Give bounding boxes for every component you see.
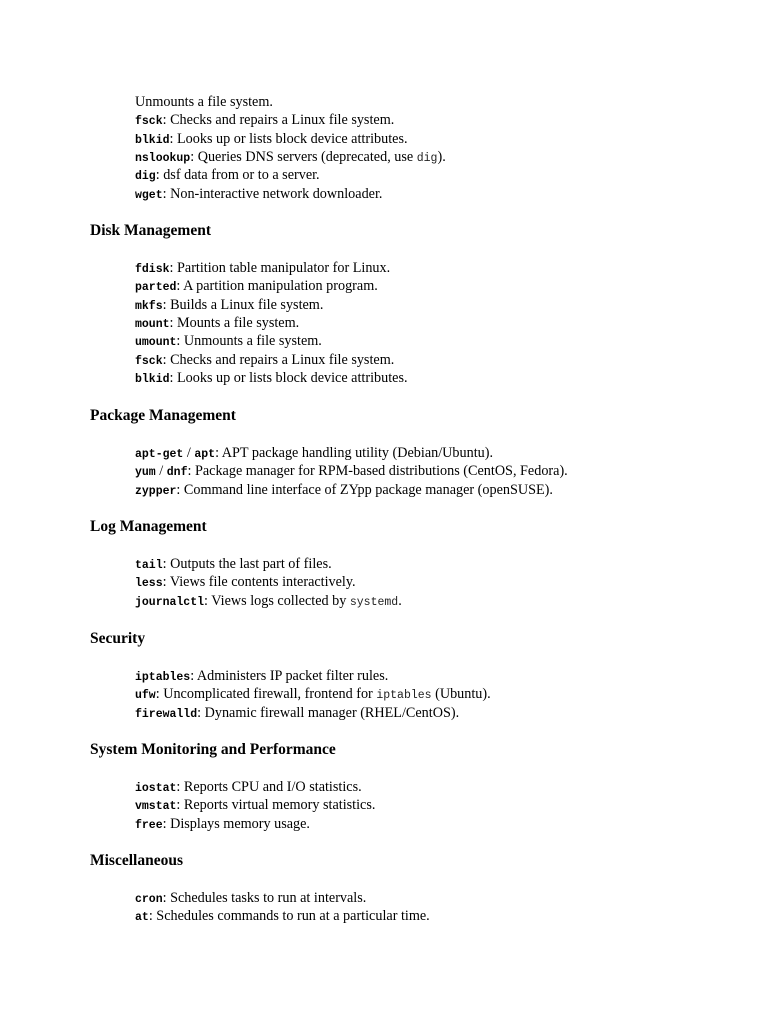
item-description: : Outputs the last part of files. (162, 556, 332, 572)
command-name: mkfs (135, 299, 163, 313)
section-heading: Miscellaneous (90, 852, 183, 869)
item-description: : Reports CPU and I/O statistics. (176, 779, 362, 795)
command-name: free (135, 818, 163, 832)
command-name: blkid (135, 372, 170, 386)
command-name: journalctl (135, 595, 205, 609)
item-description: : A partition manipulation program. (176, 278, 378, 295)
item-description: : Schedules tasks to run at intervals. (162, 890, 367, 906)
command-name: vmstat (135, 800, 177, 814)
command-name: parted (135, 281, 177, 295)
inline-code: iptables (376, 689, 432, 703)
command-name: apt-get (135, 448, 184, 461)
section-heading: Security (90, 630, 146, 647)
item-description: : Displays memory usage. (162, 815, 310, 832)
item-description: : Administers IP packet filter rules. (190, 668, 389, 684)
section-heading: Log Management (90, 518, 207, 535)
item-description: : Checks and repairs a Linux file system. (162, 112, 395, 129)
command-name: firewalld (135, 707, 198, 721)
command-name: iptables (135, 671, 191, 684)
document-page: Unmounts a file system. fsck: Checks and repairs a Linux file system. blkid: Looks up or lists block device attributes. nslookup: Queries DNS servers (deprecated, use dig). dig: dsf data from or to a server. wget: Non-interactive network downloader. Disk Management fdisk: Partition table manipulator for Linux. parted: A partition manipulation program. mkfs: Builds a Linux file system. mount: Mounts a file system. umount: Unmounts a file system. fsck: Checks and repairs a Linux file system. blkid: Looks up or lists block device attributes. Package Management apt-get / apt: APT package handling utility (Debian/Ubuntu). yum / dnf: Package manager for RPM-based distributions (CentOS, Fedora). zypper: Command line interface of ZYpp package manager (openSUSE). Log Management tail: Outputs the last part of files. less: Views file contents interactively. journalctl: Views logs collected by systemd. Security iptables: Administers IP packet filter rules. ufw: Uncomplicated firewall, frontend for iptables (Ubuntu). firewalld: Dynamic firewall manager (RHEL/CentOS). System Monitoring and Performance iostat: Reports CPU and I/O statistics. vmstat: Reports virtual memory statistics. free: Displays memory usage. Miscellaneous cron: Schedules tasks to run at intervals. at: Schedules commands to run at a particular time. (90, 94, 568, 925)
item-description: : Builds a Linux file system. (162, 296, 324, 313)
command-name: zypper (135, 484, 177, 498)
command-name: cron (135, 893, 163, 906)
item-description: : Command line interface of ZYpp package manager (openSUSE). (176, 481, 553, 498)
item-description: : Schedules commands to run at a particular time. (148, 908, 430, 925)
item-description: : Looks up or lists block device attributes. (169, 130, 408, 147)
command-name: at (135, 911, 149, 925)
command-name: less (135, 577, 163, 591)
section-heading: System Monitoring and Performance (90, 741, 336, 758)
item-description: : Views logs collected by (204, 592, 350, 609)
command-name: fdisk (135, 263, 170, 276)
command-name: fsck (135, 354, 163, 368)
command-name: umount (135, 336, 177, 350)
item-description-end: (Ubuntu). (431, 686, 491, 703)
item-description: : Unmounts a file system. (176, 333, 322, 350)
item-description: : Partition table manipulator for Linux. (169, 260, 391, 276)
inline-code: systemd (349, 595, 399, 609)
item-description: : Reports virtual memory statistics. (176, 797, 376, 814)
item-description: : Checks and repairs a Linux file system. (162, 351, 395, 368)
command-name: ufw (135, 689, 156, 703)
command-name: tail (135, 559, 163, 572)
item-description: : Dynamic firewall manager (RHEL/CentOS). (197, 704, 460, 721)
command-name: iostat (135, 782, 177, 795)
item-description: : Views file contents interactively. (162, 574, 356, 591)
item-description: : dsf data from or to a server. (155, 167, 320, 184)
item-description: : Looks up or lists block device attributes. (169, 369, 408, 386)
command-name: nslookup (135, 151, 191, 165)
item-description: : APT package handling utility (Debian/Ubuntu). (215, 445, 494, 461)
item-description: : Uncomplicated firewall, frontend for (155, 686, 377, 703)
item-description-end: ). (437, 148, 446, 165)
inline-code: dig (416, 151, 438, 165)
command-name: mount (135, 317, 170, 331)
command-name-alt: apt (194, 448, 216, 461)
command-name: fsck (135, 115, 163, 129)
item-description: : Mounts a file system. (169, 314, 300, 331)
command-name: dig (135, 170, 156, 184)
section-heading: Disk Management (90, 222, 211, 239)
item-description-end: . (398, 592, 402, 609)
item-description: : Non-interactive network downloader. (162, 185, 383, 202)
command-name-alt: dnf (166, 466, 188, 480)
command-name: yum (135, 466, 156, 480)
item-description: Unmounts a file system. (135, 94, 273, 110)
item-description: : Package manager for RPM-based distributions (CentOS, Fedora). (187, 463, 568, 480)
command-name: wget (135, 188, 163, 202)
command-name: blkid (135, 133, 170, 147)
section-heading: Package Management (90, 407, 236, 424)
item-description: : Queries DNS servers (deprecated, use (190, 148, 417, 165)
